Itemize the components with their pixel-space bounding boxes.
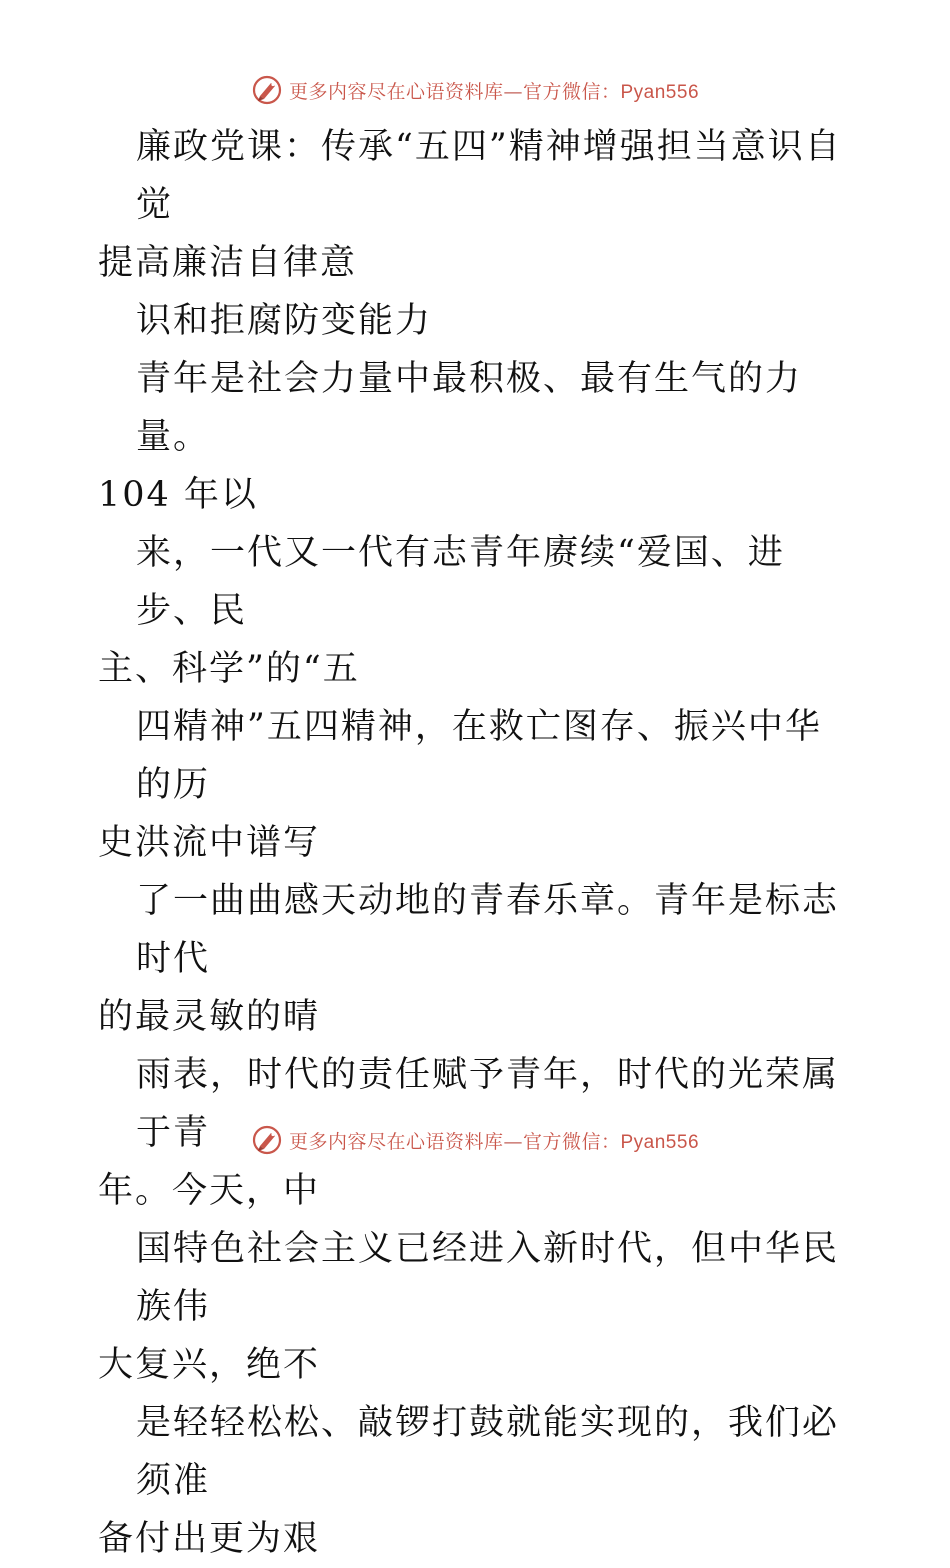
- wechat-label: 官方微信：: [522, 1130, 621, 1153]
- brand-text: 更多内容尽在心语资料库: [288, 80, 504, 103]
- text-line: 史洪流中谱写: [98, 823, 321, 863]
- text-line: 的最灵敏的晴: [98, 997, 321, 1037]
- text-line: 识和拒腐防变能力: [136, 301, 433, 341]
- text-line: 提高廉洁自律意: [98, 243, 358, 283]
- text-line: 了一曲曲感天动地的青春乐章。青年是标志时代: [136, 881, 840, 979]
- text-line: 青年是社会力量中最积极、最有生气的力量。: [136, 359, 803, 457]
- brand-text: 更多内容尽在心语资料库: [288, 1130, 504, 1153]
- text-line: 四精神”五四精神，在救亡图存、振兴中华的历: [136, 707, 822, 805]
- header-watermark-text: [289, 77, 699, 104]
- separator: —: [503, 1130, 523, 1153]
- footer-watermark: [0, 1120, 950, 1160]
- wechat-id: Pyan556: [620, 81, 700, 103]
- text-line: 国特色社会主义已经进入新时代，但中华民族伟: [136, 1229, 840, 1327]
- text-line: 来，一代又一代有志青年赓续“爱国、进步、民: [136, 533, 785, 631]
- pen-logo-icon: [251, 1124, 283, 1156]
- footer-watermark-inner: [251, 1124, 699, 1156]
- pen-logo-icon: [251, 74, 283, 106]
- wechat-id: Pyan556: [620, 1131, 700, 1153]
- text-line: 104 年以: [98, 475, 258, 515]
- text-line: 是轻轻松松、敲锣打鼓就能实现的，我们必须准: [136, 1403, 840, 1501]
- text-line: 备付出更为艰: [98, 1519, 321, 1559]
- text-line: 年。今天，中: [98, 1171, 321, 1211]
- separator: —: [503, 80, 523, 103]
- text-line: 主、科学”的“五: [98, 649, 360, 689]
- wechat-label: 官方微信：: [522, 80, 621, 103]
- text-line: 廉政党课：传承“五四”精神增强担当意识自觉: [136, 127, 842, 225]
- header-watermark: [0, 70, 950, 110]
- footer-watermark-text: [289, 1127, 699, 1154]
- paragraph: [98, 118, 858, 1568]
- text-line: 大复兴，绝不: [98, 1345, 321, 1385]
- text-line: 雨表，时代的责任赋予青年，时代的光荣属于青: [136, 1055, 840, 1153]
- header-watermark-inner: [251, 74, 699, 106]
- document-body: [98, 118, 858, 1568]
